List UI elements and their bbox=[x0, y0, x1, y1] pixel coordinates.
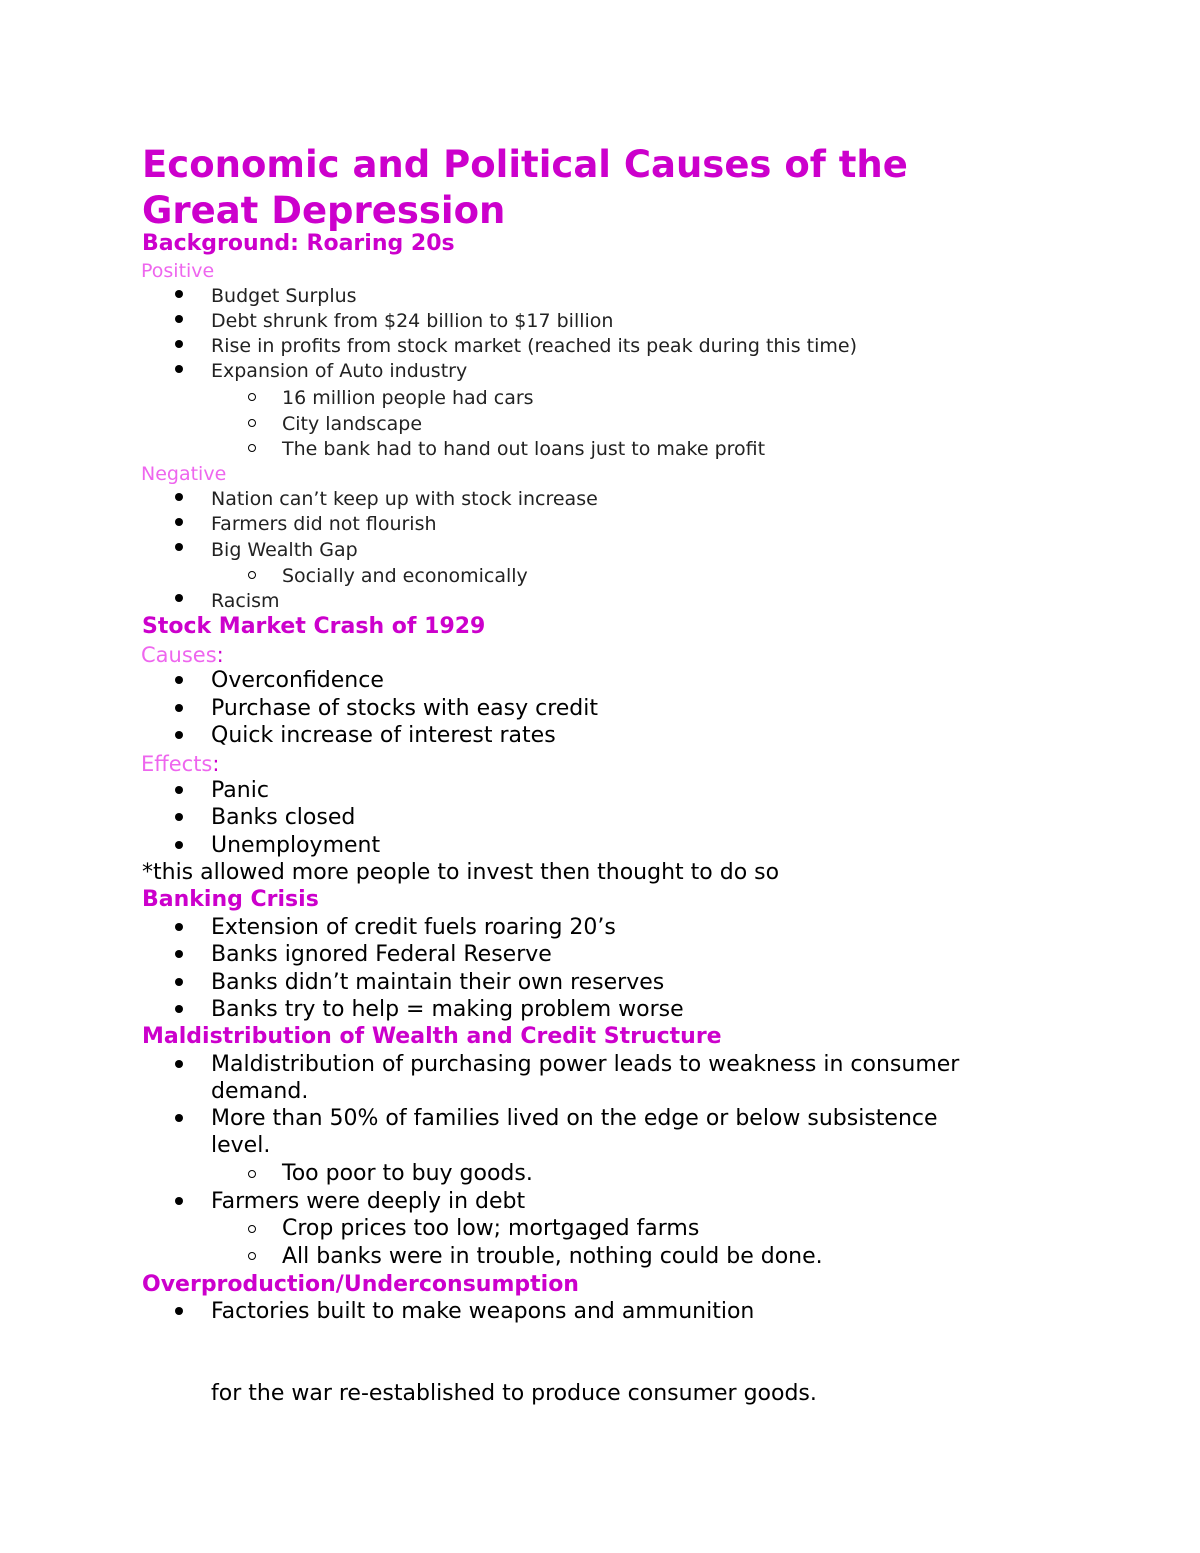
overproduction-item: Factories built to make weapons and ammunition bbox=[211, 1299, 755, 1324]
effects-label-text: Effects bbox=[141, 752, 213, 776]
bullet-icon bbox=[175, 1005, 183, 1013]
cause-item: Overconfidence bbox=[211, 668, 384, 693]
maldistribution-item-line: demand. bbox=[211, 1079, 309, 1104]
maldistribution-subitem: Crop prices too low; mortgaged farms bbox=[282, 1216, 700, 1241]
sub-bullet-icon bbox=[248, 571, 256, 579]
bullet-icon bbox=[175, 923, 183, 931]
banking-item: Banks didn’t maintain their own reserves bbox=[211, 970, 665, 995]
bullet-icon bbox=[175, 493, 183, 501]
cause-item: Quick increase of interest rates bbox=[211, 723, 556, 748]
crash-note: *this allowed more people to invest then thought to do so bbox=[142, 860, 780, 885]
banking-item: Banks try to help = making problem worse bbox=[211, 997, 684, 1022]
bullet-icon bbox=[175, 786, 183, 794]
sub-bullet-icon bbox=[248, 1252, 256, 1260]
positive-item: Budget Surplus bbox=[211, 285, 357, 307]
negative-item: Nation can’t keep up with stock increase bbox=[211, 488, 598, 510]
effect-item: Panic bbox=[211, 778, 269, 803]
positive-item: Expansion of Auto industry bbox=[211, 360, 468, 382]
maldistribution-item-line: Maldistribution of purchasing power leads to weakness in consumer bbox=[211, 1052, 960, 1077]
negative-item: Big Wealth Gap bbox=[211, 539, 358, 561]
sub-bullet-icon bbox=[248, 393, 256, 401]
bullet-icon bbox=[175, 365, 183, 373]
bullet-icon bbox=[175, 813, 183, 821]
banking-item: Extension of credit fuels roaring 20’s bbox=[211, 915, 616, 940]
cause-item: Purchase of stocks with easy credit bbox=[211, 696, 598, 721]
bullet-icon bbox=[175, 290, 183, 298]
bullet-icon bbox=[175, 340, 183, 348]
sub-bullet-icon bbox=[248, 1170, 256, 1178]
crash-heading: Stock Market Crash of 1929 bbox=[142, 614, 486, 639]
maldistribution-heading: Maldistribution of Wealth and Credit Structure bbox=[142, 1024, 722, 1049]
effect-item: Unemployment bbox=[211, 833, 381, 858]
maldistribution-item: Farmers were deeply in debt bbox=[211, 1189, 526, 1214]
bullet-icon bbox=[175, 978, 183, 986]
effects-label bbox=[141, 752, 219, 776]
bullet-icon bbox=[175, 1114, 183, 1122]
bullet-icon bbox=[175, 841, 183, 849]
bullet-icon bbox=[175, 594, 183, 602]
maldistribution-subitem: All banks were in trouble, nothing could be done. bbox=[282, 1244, 823, 1269]
document-title bbox=[142, 142, 908, 234]
bullet-icon bbox=[175, 1197, 183, 1205]
overproduction-heading: Overproduction/Underconsumption bbox=[142, 1272, 579, 1297]
negative-item: Farmers did not flourish bbox=[211, 513, 437, 535]
bullet-icon bbox=[175, 1060, 183, 1068]
auto-subitem: The bank had to hand out loans just to make profit bbox=[282, 438, 766, 460]
bullet-icon bbox=[175, 315, 183, 323]
bullet-icon bbox=[175, 518, 183, 526]
auto-subitem: City landscape bbox=[282, 413, 423, 435]
maldistribution-item-line: More than 50% of families lived on the edge or below subsistence bbox=[211, 1106, 938, 1131]
banking-heading: Banking Crisis bbox=[142, 887, 319, 912]
bullet-icon bbox=[175, 704, 183, 712]
bullet-icon bbox=[175, 676, 183, 684]
bullet-icon bbox=[175, 1307, 183, 1315]
causes-colon: : bbox=[216, 643, 224, 667]
negative-item: Racism bbox=[211, 590, 280, 612]
causes-label-text: Causes bbox=[141, 643, 217, 667]
overproduction-continuation: for the war re-established to produce consumer goods. bbox=[211, 1381, 817, 1406]
sub-bullet-icon bbox=[248, 419, 256, 427]
auto-subitem: 16 million people had cars bbox=[282, 387, 534, 409]
sub-bullet-icon bbox=[248, 444, 256, 452]
bullet-icon bbox=[175, 731, 183, 739]
causes-label bbox=[141, 643, 224, 667]
negative-label: Negative bbox=[141, 463, 227, 485]
maldistribution-item-line: level. bbox=[211, 1133, 271, 1158]
effects-colon: : bbox=[212, 752, 220, 776]
title-line-1: Economic and Political Causes of the bbox=[142, 143, 908, 186]
background-heading: Background: Roaring 20s bbox=[142, 231, 455, 256]
positive-item: Rise in profits from stock market (reached its peak during this time) bbox=[211, 335, 857, 357]
bullet-icon bbox=[175, 543, 183, 551]
positive-label: Positive bbox=[141, 260, 215, 282]
sub-bullet-icon bbox=[248, 1225, 256, 1233]
wealth-gap-subitem: Socially and economically bbox=[282, 565, 528, 587]
positive-item: Debt shrunk from $24 billion to $17 billion bbox=[211, 310, 614, 332]
title-line-2: Great Depression bbox=[142, 189, 506, 232]
banking-item: Banks ignored Federal Reserve bbox=[211, 942, 552, 967]
effect-item: Banks closed bbox=[211, 805, 356, 830]
bullet-icon bbox=[175, 950, 183, 958]
maldistribution-subitem: Too poor to buy goods. bbox=[282, 1161, 533, 1186]
